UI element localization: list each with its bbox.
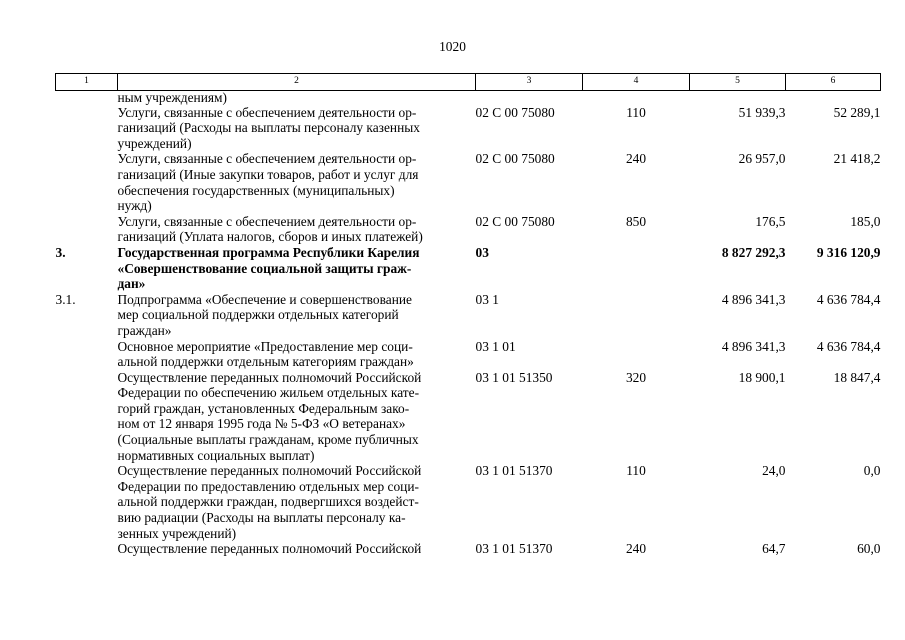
description-line: ном от 12 января 1995 года № 5-ФЗ «О ветеранах»	[117, 416, 406, 432]
description-line: Государственная программа Республики Карелия	[117, 244, 420, 260]
description-line: ганизаций (Уплата налогов, сборов и иных платежей)	[117, 229, 423, 245]
table-row	[56, 245, 881, 292]
row-sum-col6: 60,0	[857, 541, 881, 557]
description-line: ганизаций (Расходы на выплаты персоналу казенных	[117, 120, 420, 136]
table-body	[56, 90, 881, 557]
header-col-3: 3	[476, 74, 583, 91]
row-target-code: 03 1 01 51350	[475, 369, 553, 385]
table-row	[56, 214, 881, 245]
header-col-2: 2	[118, 74, 476, 91]
row-sum-col6	[786, 90, 881, 105]
description-line: альной поддержки отдельным категориям граждан»	[117, 354, 414, 370]
row-target-code: 02 С 00 75080	[475, 104, 555, 120]
row-number	[56, 541, 118, 557]
row-target-code: 03	[475, 244, 489, 260]
row-sum-col6: 185,0	[850, 213, 881, 229]
row-sum-col6: 0,0	[863, 463, 881, 479]
description-line: вию радиации (Расходы на выплаты персоналу ка-	[117, 510, 406, 526]
description-line: Федерации по обеспечению жильем отдельных кате-	[117, 385, 420, 401]
row-expense-type: 850	[625, 213, 647, 229]
table-row	[56, 151, 881, 213]
description-line: Осуществление переданных полномочий Российской	[117, 541, 422, 557]
table-row	[56, 292, 881, 339]
row-target-code: 03 1	[475, 291, 499, 307]
row-sum-col5: 18 900,1	[738, 369, 786, 385]
row-sum-col5: 51 939,3	[738, 104, 786, 120]
row-description	[118, 292, 476, 339]
description-line: мер социальной поддержки отдельных категорий	[117, 307, 399, 323]
row-expense-type: 240	[625, 541, 647, 557]
description-line: обеспечения государственных (муниципальных)	[117, 182, 395, 198]
row-number	[56, 105, 118, 152]
description-line: Осуществление переданных полномочий Российской	[117, 369, 422, 385]
row-number	[56, 463, 118, 541]
row-expense-type	[583, 90, 690, 105]
header-col-4: 4	[583, 74, 690, 91]
row-description	[118, 214, 476, 245]
row-description	[118, 339, 476, 370]
description-line: дан»	[117, 276, 146, 292]
description-line: Федерации по предоставлению отдельных мер соци-	[117, 478, 419, 494]
row-number	[56, 151, 118, 213]
description-line: зенных учреждений)	[117, 525, 237, 541]
header-row	[56, 74, 881, 91]
description-line: Услуги, связанные с обеспечением деятельности ор-	[117, 213, 417, 229]
row-sum-col6: 4 636 784,4	[816, 291, 881, 307]
row-number	[56, 214, 118, 245]
header-col-5: 5	[690, 74, 786, 91]
description-line: (Социальные выплаты гражданам, кроме публичных	[117, 432, 419, 448]
row-expense-type: 110	[626, 104, 646, 120]
row-expense-type	[583, 245, 690, 292]
row-sum-col6: 18 847,4	[833, 369, 881, 385]
row-sum-col5: 4 896 341,3	[721, 291, 786, 307]
description-line: граждан»	[117, 322, 172, 338]
description-line: ным учреждениям)	[117, 89, 227, 105]
row-target-code: 02 С 00 75080	[475, 151, 555, 167]
row-description	[118, 151, 476, 213]
table-row	[56, 339, 881, 370]
table-row	[56, 90, 881, 105]
description-line: Услуги, связанные с обеспечением деятельности ор-	[117, 104, 417, 120]
row-sum-col6: 9 316 120,9	[816, 244, 881, 260]
row-expense-type: 240	[625, 151, 647, 167]
row-description	[118, 105, 476, 152]
row-sum-col5: 26 957,0	[738, 151, 786, 167]
row-target-code	[476, 90, 583, 105]
row-number	[56, 339, 118, 370]
row-sum-col5: 8 827 292,3	[721, 244, 786, 260]
description-line: учреждений)	[117, 135, 192, 151]
table-row	[56, 463, 881, 541]
description-line: Подпрограмма «Обеспечение и совершенствование	[117, 291, 412, 307]
table-row	[56, 370, 881, 464]
table-header	[56, 74, 881, 91]
row-sum-col5: 24,0	[762, 463, 786, 479]
row-number: 3.1.	[55, 291, 76, 307]
row-number	[56, 90, 118, 105]
row-description	[118, 245, 476, 292]
description-line: нужд)	[117, 198, 152, 214]
description-line: Основное мероприятие «Предоставление мер соци-	[117, 338, 413, 354]
description-line: альной поддержки граждан, подвергшихся воздейст-	[117, 494, 419, 510]
row-expense-type: 320	[625, 369, 647, 385]
header-col-1: 1	[56, 74, 118, 91]
row-target-code: 03 1 01 51370	[475, 541, 553, 557]
row-number	[56, 370, 118, 464]
header-col-6: 6	[786, 74, 881, 91]
row-target-code: 03 1 01 51370	[475, 463, 553, 479]
description-line: горий граждан, установленных Федеральным зако-	[117, 400, 410, 416]
row-description	[118, 463, 476, 541]
description-line: ганизаций (Иные закупки товаров, работ и услуг для	[117, 166, 419, 182]
row-sum-col6: 21 418,2	[833, 151, 881, 167]
row-sum-col5: 64,7	[762, 541, 786, 557]
table-row	[56, 541, 881, 557]
row-expense-type	[583, 339, 690, 370]
description-line: Осуществление переданных полномочий Российской	[117, 463, 422, 479]
row-description	[118, 541, 476, 557]
row-target-code: 02 С 00 75080	[475, 213, 555, 229]
row-sum-col5: 176,5	[755, 213, 786, 229]
row-sum-col5: 4 896 341,3	[721, 338, 786, 354]
row-sum-col6: 4 636 784,4	[816, 338, 881, 354]
budget-table	[55, 73, 881, 557]
row-expense-type: 110	[626, 463, 646, 479]
row-description	[118, 90, 476, 105]
description-line: нормативных социальных выплат)	[117, 447, 315, 463]
row-number: 3.	[55, 244, 66, 260]
description-line: «Совершенствование социальной защиты граж-	[117, 260, 412, 276]
row-sum-col5	[690, 90, 786, 105]
row-expense-type	[583, 292, 690, 339]
table-row	[56, 105, 881, 152]
page-number: 1020	[439, 39, 466, 54]
description-line: Услуги, связанные с обеспечением деятельности ор-	[117, 151, 417, 167]
row-description	[118, 370, 476, 464]
row-target-code: 03 1 01	[475, 338, 516, 354]
row-sum-col6: 52 289,1	[833, 104, 881, 120]
